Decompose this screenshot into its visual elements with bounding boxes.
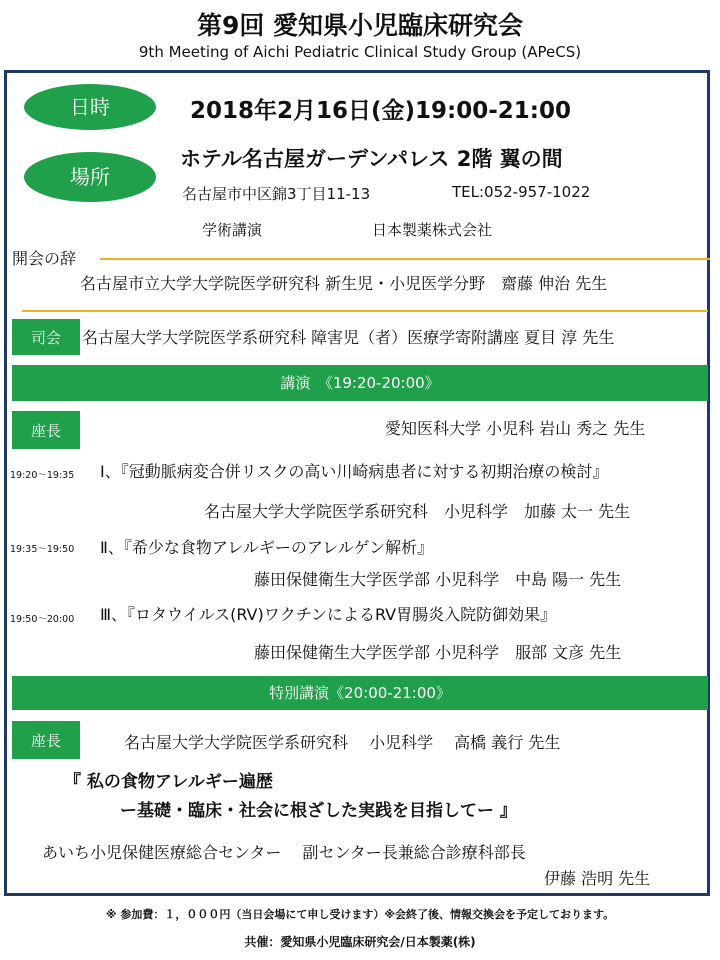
divider-line [22, 310, 708, 312]
tel: TEL:052-957-1022 [452, 183, 591, 201]
talk1-speaker: 名古屋大学大学院医学系研究科 小児科学 加藤 太一 先生 [204, 502, 631, 521]
page-title: 第9回 愛知県小児臨床研究会 [196, 11, 524, 40]
talk3-title: Ⅲ、『ロタウイルス(RV)ワクチンによるRV胃腸炎入院防御効果』 [100, 605, 557, 624]
talk2-time: 19:35～19:50 [10, 544, 75, 555]
opening-label: 開会の辞 [12, 249, 77, 268]
session1-chair-label: 座長 [30, 421, 61, 440]
lecture-title-line1: 『 私の食物アレルギー遍歴 [64, 772, 273, 792]
talk3-time: 19:50～20:00 [10, 614, 75, 625]
divider-line [100, 258, 710, 260]
lecture-speaker-org: あいち小児保健医療総合センター 副センター長兼総合診療科部長 [42, 843, 526, 862]
talk2-speaker: 藤田保健衛生大学医学部 小児科学 中島 陽一 先生 [254, 570, 622, 589]
session1-bar: 講演 《19:20-20:00》 [12, 365, 708, 401]
moderator-name: 名古屋大学大学院医学系研究科 障害児（者）医療学寄附講座 夏目 淳 先生 [82, 328, 615, 347]
session1-chair-name: 愛知医科大学 小児科 岩山 秀之 先生 [385, 419, 646, 438]
opening-speaker: 名古屋市立大学大学院医学研究科 新生児・小児医学分野 齋藤 伸治 先生 [80, 274, 608, 293]
moderator-badge [12, 319, 80, 355]
talk3-speaker: 藤田保健衛生大学医学部 小児科学 服部 文彦 先生 [254, 643, 622, 662]
date-label-oval [24, 84, 156, 130]
venue: ホテル名古屋ガーデンパレス 2階 翼の間 [180, 147, 563, 171]
support-org: 日本製薬株式会社 [372, 221, 493, 239]
date-value: 2018年2月16日(金)19:00-21:00 [190, 98, 572, 124]
moderator-label: 司会 [30, 328, 61, 347]
lecture-speaker-name: 伊藤 浩明 先生 [544, 869, 651, 888]
session2-chair-badge [12, 721, 80, 759]
fee-note: ※ 参加費：１，０００円（当日会場にて申し受けます）※会終了後、情報交換会を予定しております。 [105, 908, 615, 921]
lecture-title-line2: ー基礎・臨床・社会に根ざした実践を目指してー 』 [120, 801, 517, 821]
session2-bar: 特別講演《20:00-21:00》 [12, 676, 708, 710]
session2-chair-name: 名古屋大学大学院医学系研究科 小児科学 高橋 義行 先生 [124, 733, 561, 752]
page-subtitle: 9th Meeting of Aichi Pediatric Clinical Study Group (APeCS) [138, 43, 582, 61]
place-label: 場所 [70, 165, 110, 189]
host-line: 共催：愛知県小児臨床研究会/日本製薬(株) [244, 935, 476, 949]
session2-chair-label: 座長 [30, 731, 61, 750]
talk1-title: Ⅰ、『冠動脈病変合併リスクの高い川崎病患者に対する初期治療の検討』 [100, 462, 609, 481]
talk2-title: Ⅱ、『希少な食物アレルギーのアレルゲン解析』 [100, 538, 434, 557]
talk1-time: 19:20～19:35 [10, 470, 75, 481]
date-label: 日時 [70, 95, 110, 119]
support-label: 学術講演 [202, 221, 263, 239]
place-label-oval [24, 152, 156, 202]
session1-chair-badge [12, 411, 80, 449]
address: 名古屋市中区錦3丁目11-13 [182, 185, 371, 203]
